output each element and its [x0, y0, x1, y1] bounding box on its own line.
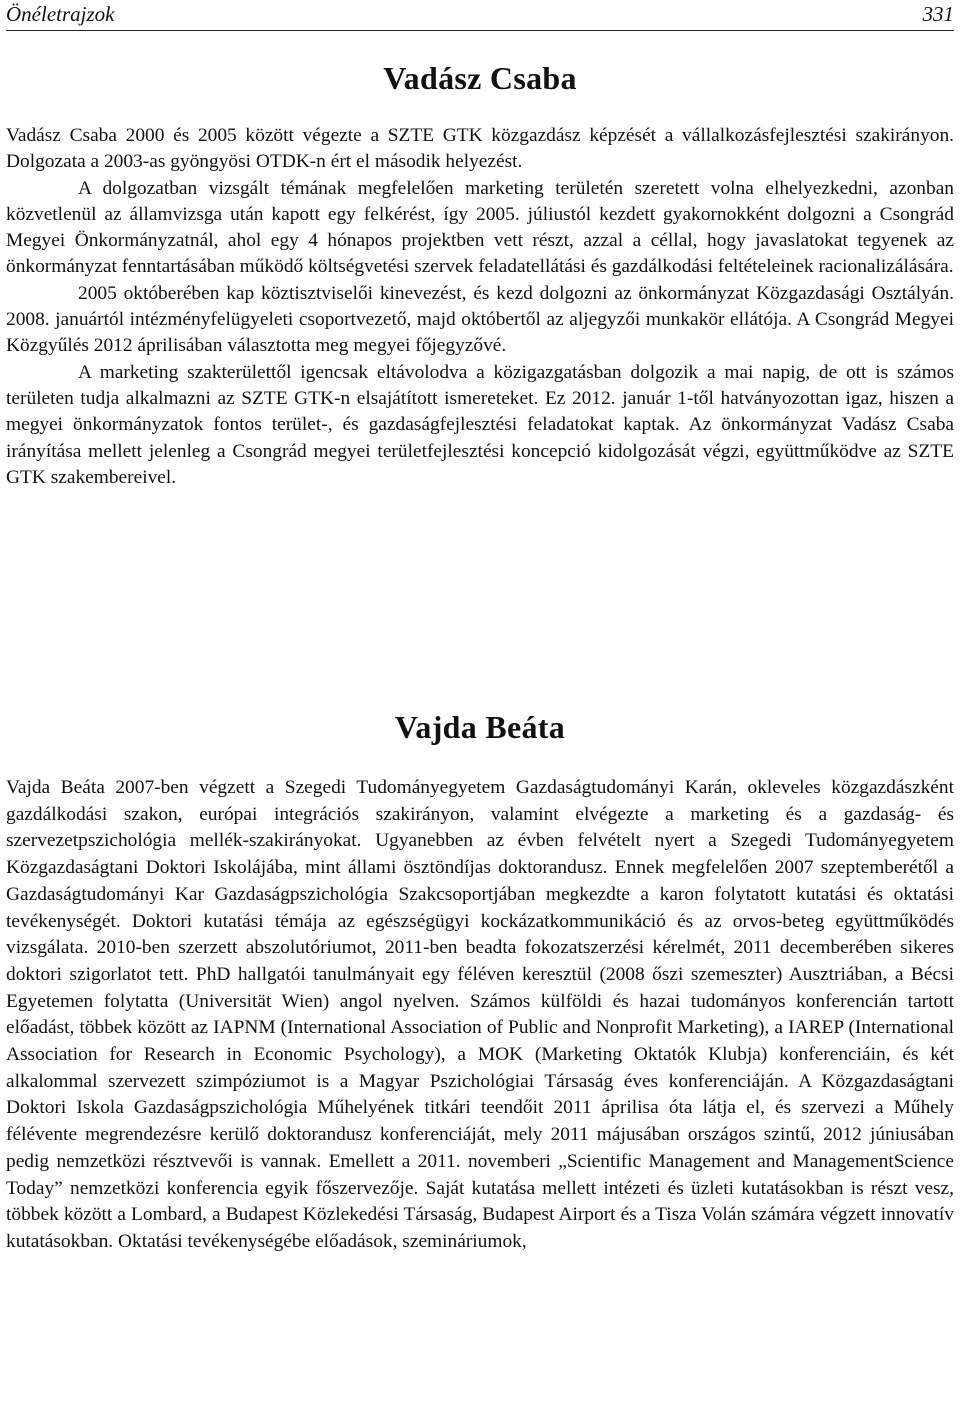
- section-title-vajda: Vajda Beáta: [394, 709, 566, 745]
- page-number: 331: [922, 2, 954, 26]
- paragraph: Vadász Csaba 2000 és 2005 között végezte a SZTE GTK közgazdász képzését a vállalkozásfejlesztési szakirányon. Dolgozata a 2003-as gyöngyösi OTDK-n ért el második helyezést.: [6, 125, 954, 173]
- running-title: Önéletrajzok: [6, 2, 115, 26]
- paragraph: 2005 októberében kap köztisztviselői kinevezést, és kezd dolgozni az önkormányzat Közgazdasági Osztályán. 2008. januártól intézményfelügyeleti csoportvezető, majd októbertől az aljegyzői munkakör ellátója. A Csongrád Megyei Közgyűlés 2012 áprilisában választotta meg megyei főjegyzővé.: [6, 282, 954, 357]
- section-body-vajda: [6, 775, 954, 1256]
- section-body-vadasz: [6, 123, 954, 491]
- paragraph: A dolgozatban vizsgált témának megfelelően marketing területén szeretett volna elhelyezkedni, azonban közvetlenül az államvizsga után kapott egy felkérést, így 2005. júliustól kezdett gyakornokként dolgozni a Csongrád Megyei Önkormányzatnál, ahol egy 4 hónapos projektben vett részt, azzal a céllal, hogy javaslatokat tegyenek az önkormányzat fenntartásában működő költségvetési szervek feladatellátási és gazdálkodási feltételeinek racionalizálására.: [6, 177, 954, 278]
- paragraph: A marketing szakterülettől igencsak eltávolodva a közigazgatásban dolgozik a mai napig, de ott is számos területen tudja alkalmazni az SZTE GTK-n elsajátított ismereteket. Ez 2012. január 1-től hatványozottan igaz, hiszen a megyei önkormányzatok fontos terület-, és gazdaságfejlesztési feladatokat kaptak. Az önkormányzat Vadász Csaba irányítása mellett jelenleg a Csongrád megyei területfejlesztési koncepció kidolgozását végzi, együttműködve az SZTE GTK szakembereivel.: [6, 361, 954, 488]
- running-header: [6, 0, 954, 31]
- section-title-vadasz: Vadász Csaba: [383, 60, 577, 96]
- paragraph: Vajda Beáta 2007-ben végzett a Szegedi Tudományegyetem Gazdaságtudományi Karán, okleveles közgazdászként gazdálkodási szakon, európai integrációs szakirányon, valamint elvégezte a marketing és a gazdaság- és szervezetpszichológia mellék-szakirányokat. Ugyanebben az évben felvételt nyert a Szegedi Tudományegyetem Közgazdaságtani Doktori Iskolájába, mint állami ösztöndíjas doktorandusz. Ennek megfelelően 2007 szeptemberétől a Gazdaságtudományi Kar Gazdaságpszichológia Szakcsoportjában megkezdte a karon folytatott kutatási és oktatási tevékenységét. Doktori kutatási témája az egészségügyi kockázatkommunikáció és az orvos-beteg együttműködés vizsgálata. 2010-ben szerzett abszolutóriumot, 2011-ben beadta fokozatszerzési kérelmét, 2011 decemberében sikeres doktori szigorlatot tett. PhD hallgatói tanulmányait egy féléven keresztül (2008 őszi szemeszter) Ausztriában, a Bécsi Egyetemen folytatta (Universität Wien) angol nyelven. Számos külföldi és hazai tudományos konferencián tartott előadást, többek között az IAPNM (International Association of Public and Nonprofit Marketing), a IAREP (International Association for Research in Economic Psychology), a MOK (Marketing Oktatók Klubja) konferenciáin, és két alkalommal szervezett szimpóziumot is a Magyar Pszichológiai Társaság éves konferenciáján. A Közgazdaságtani Doktori Iskola Gazdaságpszichológia Műhelyének titkári teendőit 2011 áprilisa óta látja el, és szervezi a Műhely félévente megrendezésre kerülő doktorandusz konferenciáját, mely 2011 májusában országos szintű, 2012 júniusában pedig nemzetközi résztvevői is vannak. Emellett a 2011. novemberi „Scientific Management and ManagementScience Today” nemzetközi konferencia egyik főszervezője. Saját kutatása mellett intézeti és üzleti kutatásokban is részt vesz, többek között a Lombard, a Budapest Közlekedési Társaság, Budapest Airport és a Tisza Volán számára végzett innovatív kutatásokban. Oktatási tevékenységébe előadások, szemináriumok,: [6, 777, 954, 1252]
